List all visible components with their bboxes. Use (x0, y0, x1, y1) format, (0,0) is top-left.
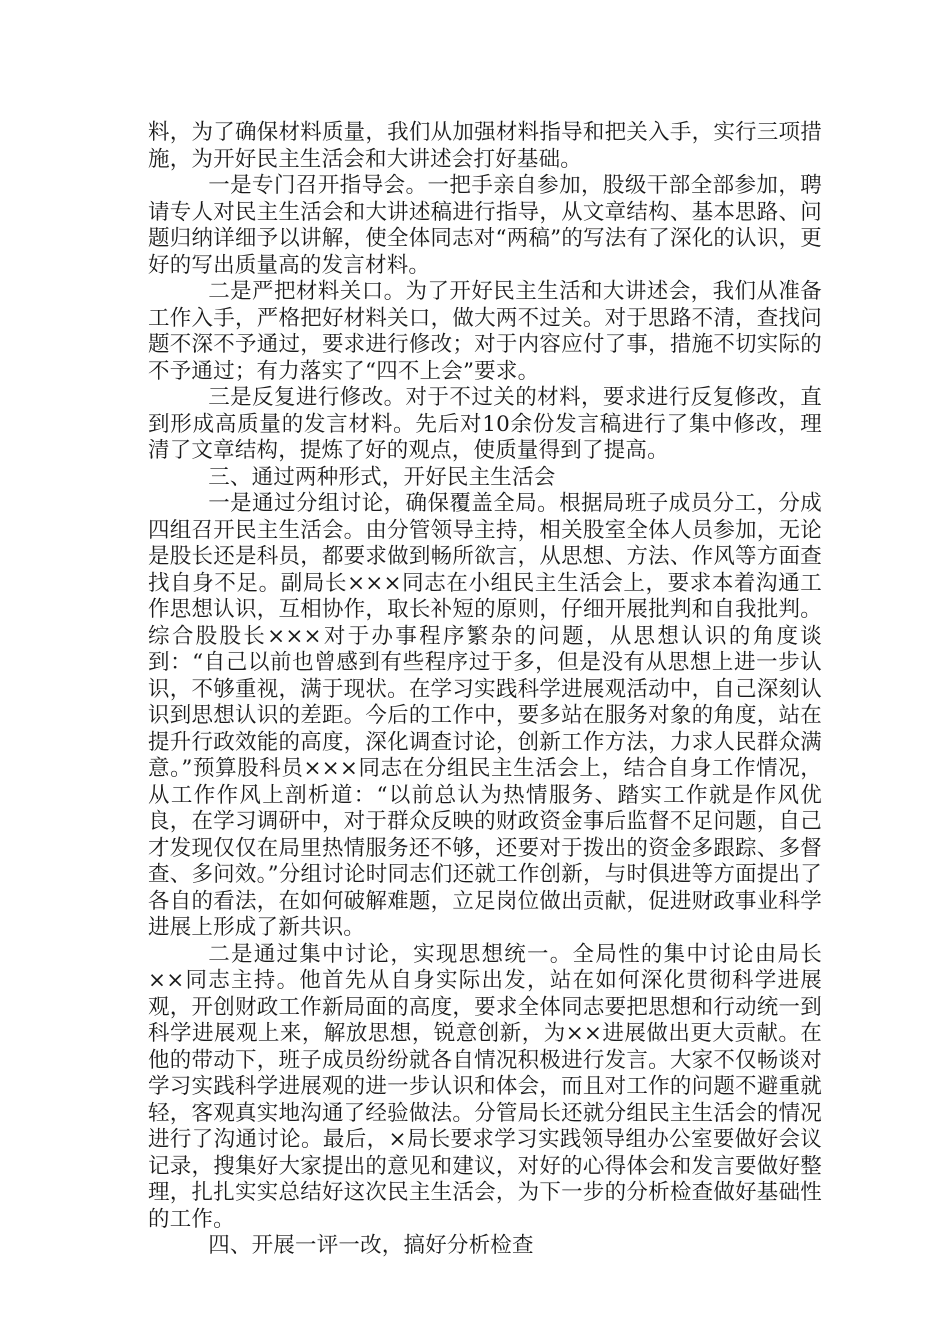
paragraph-centralized-discussion: 二是通过集中讨论，实现思想统一。全局性的集中讨论由局长××同志主持。他首先从自身实际出发，站在如何深化贯彻科学进展观，开创财政工作新局面的高度，要求全体同志要把思想和行动统一到科学进展观上来，解放思想，锐意创新，为××进展做出更大贡献。在他的带动下，班子成员纷纷就各自情况积极进行发言。大家不仅畅谈对学习实践科学进展观的进一步认识和体会，而且对工作的问题不避重就轻，客观真实地沟通了经验做法。分管局长还就分组民主生活会的情况进行了沟通讨论。最后，×局长要求学习实践领导组办公室要做好会议记录，搜集好大家提出的意见和建议，对好的心得体会和发言要做好整理，扎扎实实总结好这次民主生活会，为下一步的分析检查做好基础性的工作。 (148, 941, 822, 1232)
document-body (148, 120, 822, 1260)
paragraph-guidance-meeting: 一是专门召开指导会。一把手亲自参加，股级干部全部参加，聘请专人对民主生活会和大讲述稿进行指导，从文章结构、基本思路、问题归纳详细予以讲解，使全体同志对“两稿”的写法有了深化的认识，更好的写出质量高的发言材料。 (148, 173, 822, 278)
paragraph-group-discussion: 一是通过分组讨论，确保覆盖全局。根据局班子成员分工，分成四组召开民主生活会。由分管领导主持，相关股室全体人员参加，无论是股长还是科员，都要求做到畅所欲言，从思想、方法、作风等方面查找自身不足。副局长×××同志在小组民主生活会上，要求本着沟通工作思想认识，互相协作，取长补短的原则，仔细开展批判和自我批判。综合股股长×××对于办事程序繁杂的问题，从思想认识的角度谈到：“自己以前也曾感到有些程序过于多，但是没有从思想上进一步认识，不够重视，满于现状。在学习实践科学进展观活动中，自己深刻认识到思想认识的差距。今后的工作中，要多站在服务对象的角度，站在提升行政效能的高度，深化调查讨论，创新工作方法，力求人民群众满意。”预算股科员×××同志在分组民主生活会上，结合自身工作情况，从工作作风上剖析道：“以前总认为热情服务、踏实工作就是作风优良，在学习调研中，对于群众反映的财政资金事后监督不足问题，自己才发现仅仅在局里热情服务还不够，还要对于拨出的资金多跟踪、多督查、多问效。”分组讨论时同志们还就工作创新，与时俱进等方面提出了各自的看法，在如何破解难题，立足岗位做出贡献，促进财政事业科学进展上形成了新共识。 (148, 491, 822, 940)
paragraph-continuation: 料，为了确保材料质量，我们从加强材料指导和把关入手，实行三项措施，为开好民主生活会和大讲述会打好基础。 (148, 120, 822, 172)
section-heading-four: 四、开展一评一改，搞好分析检查 (208, 1233, 534, 1258)
paragraph-repeated-revision: 三是反复进行修改。对于不过关的材料，要求进行反复修改，直到形成高质量的发言材料。先后对10余份发言稿进行了集中修改，理清了文章结构，提炼了好的观点，使质量得到了提高。 (148, 385, 822, 463)
section-heading-three: 三、通过两种形式，开好民主生活会 (208, 464, 556, 490)
paragraph-material-check: 二是严把材料关口。为了开好民主生活和大讲述会，我们从准备工作入手，严格把好材料关口，做大两不过关。对于思路不清，查找问题不深不予通过，要求进行修改；对于内容应付了事，措施不切实际的不予通过；有力落实了“四不上会”要求。 (148, 279, 822, 384)
